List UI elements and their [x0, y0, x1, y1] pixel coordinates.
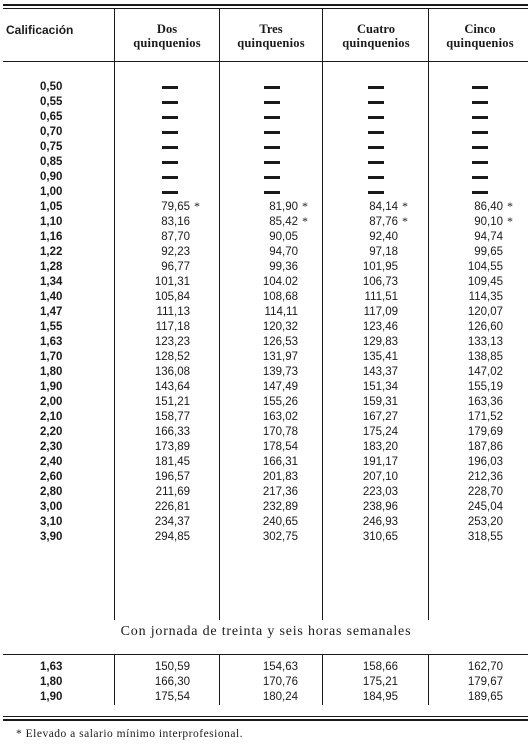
- value-cell: 94,74: [474, 231, 503, 243]
- header-rule: [3, 61, 528, 62]
- table-row: [0, 690, 532, 705]
- dash-mark: [264, 146, 280, 149]
- main-rows: [0, 80, 532, 545]
- calificacion-cell: 3,00: [40, 501, 63, 513]
- table-row: [0, 395, 532, 410]
- table-row: [0, 515, 532, 530]
- dash-mark: [264, 131, 280, 134]
- value-cell: 94,70: [269, 246, 298, 258]
- value-cell: 310,65: [362, 531, 398, 543]
- calificacion-cell: 1,70: [40, 351, 63, 363]
- value-cell: 117,18: [155, 321, 190, 333]
- value-cell: 120,07: [467, 306, 503, 318]
- dash-mark: [264, 101, 280, 104]
- calificacion-cell: 2,10: [40, 411, 63, 423]
- value-cell: 114,35: [468, 291, 503, 303]
- calificacion-cell: 1,90: [40, 691, 63, 703]
- value-cell: 228,70: [467, 486, 503, 498]
- calificacion-cell: 2,80: [40, 486, 63, 498]
- table-row: [0, 185, 532, 200]
- calificacion-cell: 1,00: [40, 186, 63, 198]
- value-cell: 85,42: [269, 216, 298, 228]
- dash-mark: [368, 101, 384, 104]
- dash-mark: [162, 86, 178, 89]
- value-cell: 155,19: [467, 381, 503, 393]
- calificacion-cell: 0,75: [40, 141, 63, 153]
- dash-mark: [472, 86, 488, 89]
- table-row: [0, 350, 532, 365]
- value-cell: 175,21: [362, 676, 398, 688]
- calificacion-cell: 1,05: [40, 201, 63, 213]
- value-cell: 154,63: [262, 661, 298, 673]
- table-row: [0, 470, 532, 485]
- value-cell: 163,36: [467, 396, 503, 408]
- top-rule: [3, 4, 528, 6]
- header-line: Dos: [156, 22, 178, 36]
- value-cell: 232,89: [262, 501, 298, 513]
- table-row: [0, 425, 532, 440]
- value-cell: 92,23: [161, 246, 190, 258]
- value-cell: 129,83: [362, 336, 398, 348]
- value-cell: 147,49: [262, 381, 298, 393]
- table-row: [0, 410, 532, 425]
- table-row: [0, 500, 532, 515]
- dash-mark: [368, 131, 384, 134]
- value-cell: 158,66: [362, 661, 398, 673]
- bottom-rule: [3, 716, 528, 717]
- value-cell: 87,70: [161, 231, 190, 243]
- value-cell: 90,10: [474, 216, 503, 228]
- value-cell: 191,17: [362, 456, 398, 468]
- dash-mark: [368, 116, 384, 119]
- top-rule-thin: [3, 8, 528, 9]
- value-cell: 101,95: [362, 261, 398, 273]
- table-row: [0, 80, 532, 95]
- asterisk-mark: *: [402, 199, 408, 213]
- calificacion-cell: 1,34: [40, 276, 63, 288]
- table-row: [0, 530, 532, 545]
- dash-mark: [368, 191, 384, 194]
- dash-mark: [264, 191, 280, 194]
- dash-mark: [368, 176, 384, 179]
- header-cuatro-quinquenios: [324, 22, 428, 50]
- dash-mark: [472, 131, 488, 134]
- table-row: [0, 125, 532, 140]
- value-cell: 126,53: [262, 336, 298, 348]
- value-cell: 81,90: [269, 201, 298, 213]
- value-cell: 201,83: [262, 471, 298, 483]
- dash-mark: [162, 191, 178, 194]
- calificacion-cell: 0,65: [40, 111, 63, 123]
- value-cell: 143,64: [154, 381, 190, 393]
- value-cell: 166,33: [154, 426, 190, 438]
- header-line: quinquenios: [133, 36, 201, 50]
- dash-mark: [368, 161, 384, 164]
- calificacion-cell: 0,50: [40, 81, 63, 93]
- table-row: [0, 95, 532, 110]
- value-cell: 143,37: [362, 366, 398, 378]
- value-cell: 128,52: [154, 351, 190, 363]
- value-cell: 162,70: [467, 661, 503, 673]
- header-line: quinquenios: [342, 36, 410, 50]
- header-dos-quinquenios: [116, 22, 218, 50]
- calificacion-cell: 1,63: [40, 336, 63, 348]
- calificacion-cell: 1,55: [40, 321, 63, 333]
- value-cell: 171,52: [467, 411, 503, 423]
- value-cell: 163,02: [262, 411, 298, 423]
- value-cell: 170,76: [262, 676, 298, 688]
- dash-mark: [472, 101, 488, 104]
- calificacion-cell: 2,30: [40, 441, 63, 453]
- asterisk-mark: *: [302, 199, 308, 213]
- calificacion-cell: 1,16: [40, 231, 63, 243]
- table-row: [0, 110, 532, 125]
- table-row: [0, 215, 532, 230]
- dash-mark: [368, 86, 384, 89]
- value-cell: 106,73: [362, 276, 398, 288]
- value-cell: 111,13: [156, 306, 190, 318]
- value-cell: 318,55: [467, 531, 503, 543]
- asterisk-mark: *: [302, 214, 308, 228]
- header-line: Tres: [259, 22, 283, 36]
- asterisk-mark: *: [402, 214, 408, 228]
- value-cell: 217,36: [262, 486, 298, 498]
- value-cell: 166,30: [154, 676, 190, 688]
- value-cell: 183,20: [362, 441, 398, 453]
- value-cell: 253,20: [467, 516, 503, 528]
- dash-mark: [264, 176, 280, 179]
- value-cell: 123,46: [362, 321, 398, 333]
- table-row: [0, 455, 532, 470]
- value-cell: 99,65: [474, 246, 503, 258]
- header-line: Cinco: [464, 22, 496, 36]
- calificacion-cell: 1,80: [40, 676, 63, 688]
- asterisk-mark: *: [194, 199, 200, 213]
- table-row: [0, 365, 532, 380]
- value-cell: 111,51: [364, 291, 398, 303]
- value-cell: 101,31: [154, 276, 190, 288]
- value-cell: 138,85: [467, 351, 503, 363]
- value-cell: 150,59: [154, 661, 190, 673]
- calificacion-cell: 0,90: [40, 171, 63, 183]
- value-cell: 175,54: [154, 691, 190, 703]
- header-line: Cuatro: [357, 22, 395, 36]
- value-cell: 189,65: [467, 691, 503, 703]
- value-cell: 96,77: [161, 261, 190, 273]
- value-cell: 211,69: [155, 486, 190, 498]
- value-cell: 187,86: [467, 441, 503, 453]
- value-cell: 97,18: [369, 246, 398, 258]
- header-calificacion: Calificación: [6, 23, 74, 37]
- value-cell: 246,93: [362, 516, 398, 528]
- value-cell: 139,73: [262, 366, 298, 378]
- value-cell: 196,57: [154, 471, 190, 483]
- header-tres-quinquenios: [221, 22, 321, 50]
- value-cell: 155,26: [262, 396, 298, 408]
- dash-mark: [162, 161, 178, 164]
- value-cell: 120,32: [262, 321, 298, 333]
- table-row: [0, 140, 532, 155]
- dash-mark: [368, 146, 384, 149]
- calificacion-cell: 1,22: [40, 246, 63, 258]
- footnote: * Elevado a salario mínimo interprofesional.: [16, 728, 244, 740]
- value-cell: 245,04: [467, 501, 503, 513]
- value-cell: 302,75: [262, 531, 298, 543]
- calificacion-cell: 0,85: [40, 156, 63, 168]
- table-row: [0, 320, 532, 335]
- calificacion-cell: 1,90: [40, 381, 63, 393]
- value-cell: 173,89: [154, 441, 190, 453]
- calificacion-cell: 3,10: [40, 516, 63, 528]
- table-row: [0, 260, 532, 275]
- value-cell: 105,84: [154, 291, 190, 303]
- value-cell: 175,24: [362, 426, 398, 438]
- table-row: [0, 170, 532, 185]
- calificacion-cell: 3,90: [40, 531, 63, 543]
- section-subtitle: Con jornada de treinta y seis horas semanales: [120, 624, 412, 639]
- value-cell: 238,96: [362, 501, 398, 513]
- calificacion-cell: 2,40: [40, 456, 63, 468]
- value-cell: 167,27: [362, 411, 398, 423]
- table-row: [0, 305, 532, 320]
- value-cell: 83,16: [161, 216, 190, 228]
- subtitle-rule: [3, 654, 528, 655]
- table-row: [0, 230, 532, 245]
- calificacion-cell: 1,40: [40, 291, 63, 303]
- dash-mark: [264, 161, 280, 164]
- value-cell: 170,78: [262, 426, 298, 438]
- value-cell: 178,54: [262, 441, 298, 453]
- table-row: [0, 660, 532, 675]
- value-cell: 179,69: [467, 426, 503, 438]
- table-row: [0, 335, 532, 350]
- value-cell: 109,45: [467, 276, 503, 288]
- table-row: [0, 290, 532, 305]
- header-line: quinquenios: [446, 36, 514, 50]
- dash-mark: [472, 146, 488, 149]
- calificacion-cell: 2,60: [40, 471, 63, 483]
- table-row: [0, 275, 532, 290]
- value-cell: 86,40: [474, 201, 503, 213]
- value-cell: 240,65: [262, 516, 298, 528]
- dash-mark: [472, 116, 488, 119]
- value-cell: 181,45: [154, 456, 190, 468]
- calificacion-cell: 1,63: [40, 661, 63, 673]
- asterisk-mark: *: [507, 214, 513, 228]
- value-cell: 131,97: [262, 351, 298, 363]
- value-cell: 159,31: [362, 396, 398, 408]
- value-cell: 151,34: [362, 381, 398, 393]
- table-row: [0, 675, 532, 690]
- value-cell: 133,13: [467, 336, 503, 348]
- value-cell: 114,11: [264, 306, 298, 318]
- calificacion-cell: 1,10: [40, 216, 63, 228]
- value-cell: 212,36: [467, 471, 503, 483]
- dash-mark: [472, 161, 488, 164]
- table-row: [0, 440, 532, 455]
- value-cell: 223,03: [362, 486, 398, 498]
- value-cell: 234,37: [154, 516, 190, 528]
- dash-mark: [162, 146, 178, 149]
- value-cell: 104.02: [262, 276, 298, 288]
- value-cell: 166,31: [262, 456, 298, 468]
- value-cell: 136,08: [154, 366, 190, 378]
- value-cell: 158,77: [154, 411, 190, 423]
- value-cell: 135,41: [362, 351, 398, 363]
- value-cell: 92,40: [369, 231, 398, 243]
- value-cell: 79,65: [161, 201, 190, 213]
- table-row: [0, 380, 532, 395]
- value-cell: 207,10: [362, 471, 398, 483]
- dash-mark: [162, 131, 178, 134]
- header-line: quinquenios: [237, 36, 305, 50]
- calificacion-cell: 2,00: [40, 396, 63, 408]
- jornada-rows: [0, 660, 532, 705]
- value-cell: 226,81: [154, 501, 190, 513]
- value-cell: 108,68: [262, 291, 298, 303]
- table-row: [0, 155, 532, 170]
- dash-mark: [264, 116, 280, 119]
- bottom-rule-thick: [3, 719, 528, 721]
- value-cell: 99,36: [269, 261, 298, 273]
- dash-mark: [162, 176, 178, 179]
- asterisk-mark: *: [507, 199, 513, 213]
- calificacion-cell: 0,70: [40, 126, 63, 138]
- calificacion-cell: 1,47: [40, 306, 63, 318]
- value-cell: 126,60: [467, 321, 503, 333]
- value-cell: 196,03: [467, 456, 503, 468]
- dash-mark: [162, 101, 178, 104]
- value-cell: 117,09: [363, 306, 398, 318]
- value-cell: 90,05: [269, 231, 298, 243]
- value-cell: 87,76: [369, 216, 398, 228]
- value-cell: 294,85: [154, 531, 190, 543]
- dash-mark: [472, 191, 488, 194]
- calificacion-cell: 1,80: [40, 366, 63, 378]
- value-cell: 147,02: [467, 366, 503, 378]
- dash-mark: [264, 86, 280, 89]
- value-cell: 123,23: [154, 336, 190, 348]
- table-row: [0, 485, 532, 500]
- calificacion-cell: 0,55: [40, 96, 63, 108]
- value-cell: 180,24: [262, 691, 298, 703]
- header-cinco-quinquenios: [430, 22, 530, 50]
- value-cell: 151,21: [154, 396, 190, 408]
- calificacion-cell: 1,28: [40, 261, 63, 273]
- dash-mark: [162, 116, 178, 119]
- dash-mark: [472, 176, 488, 179]
- value-cell: 84,14: [369, 201, 398, 213]
- table-row: [0, 245, 532, 260]
- calificacion-cell: 2,20: [40, 426, 63, 438]
- value-cell: 184,95: [362, 691, 398, 703]
- table-row: [0, 200, 532, 215]
- value-cell: 104,55: [467, 261, 503, 273]
- value-cell: 179,67: [467, 676, 503, 688]
